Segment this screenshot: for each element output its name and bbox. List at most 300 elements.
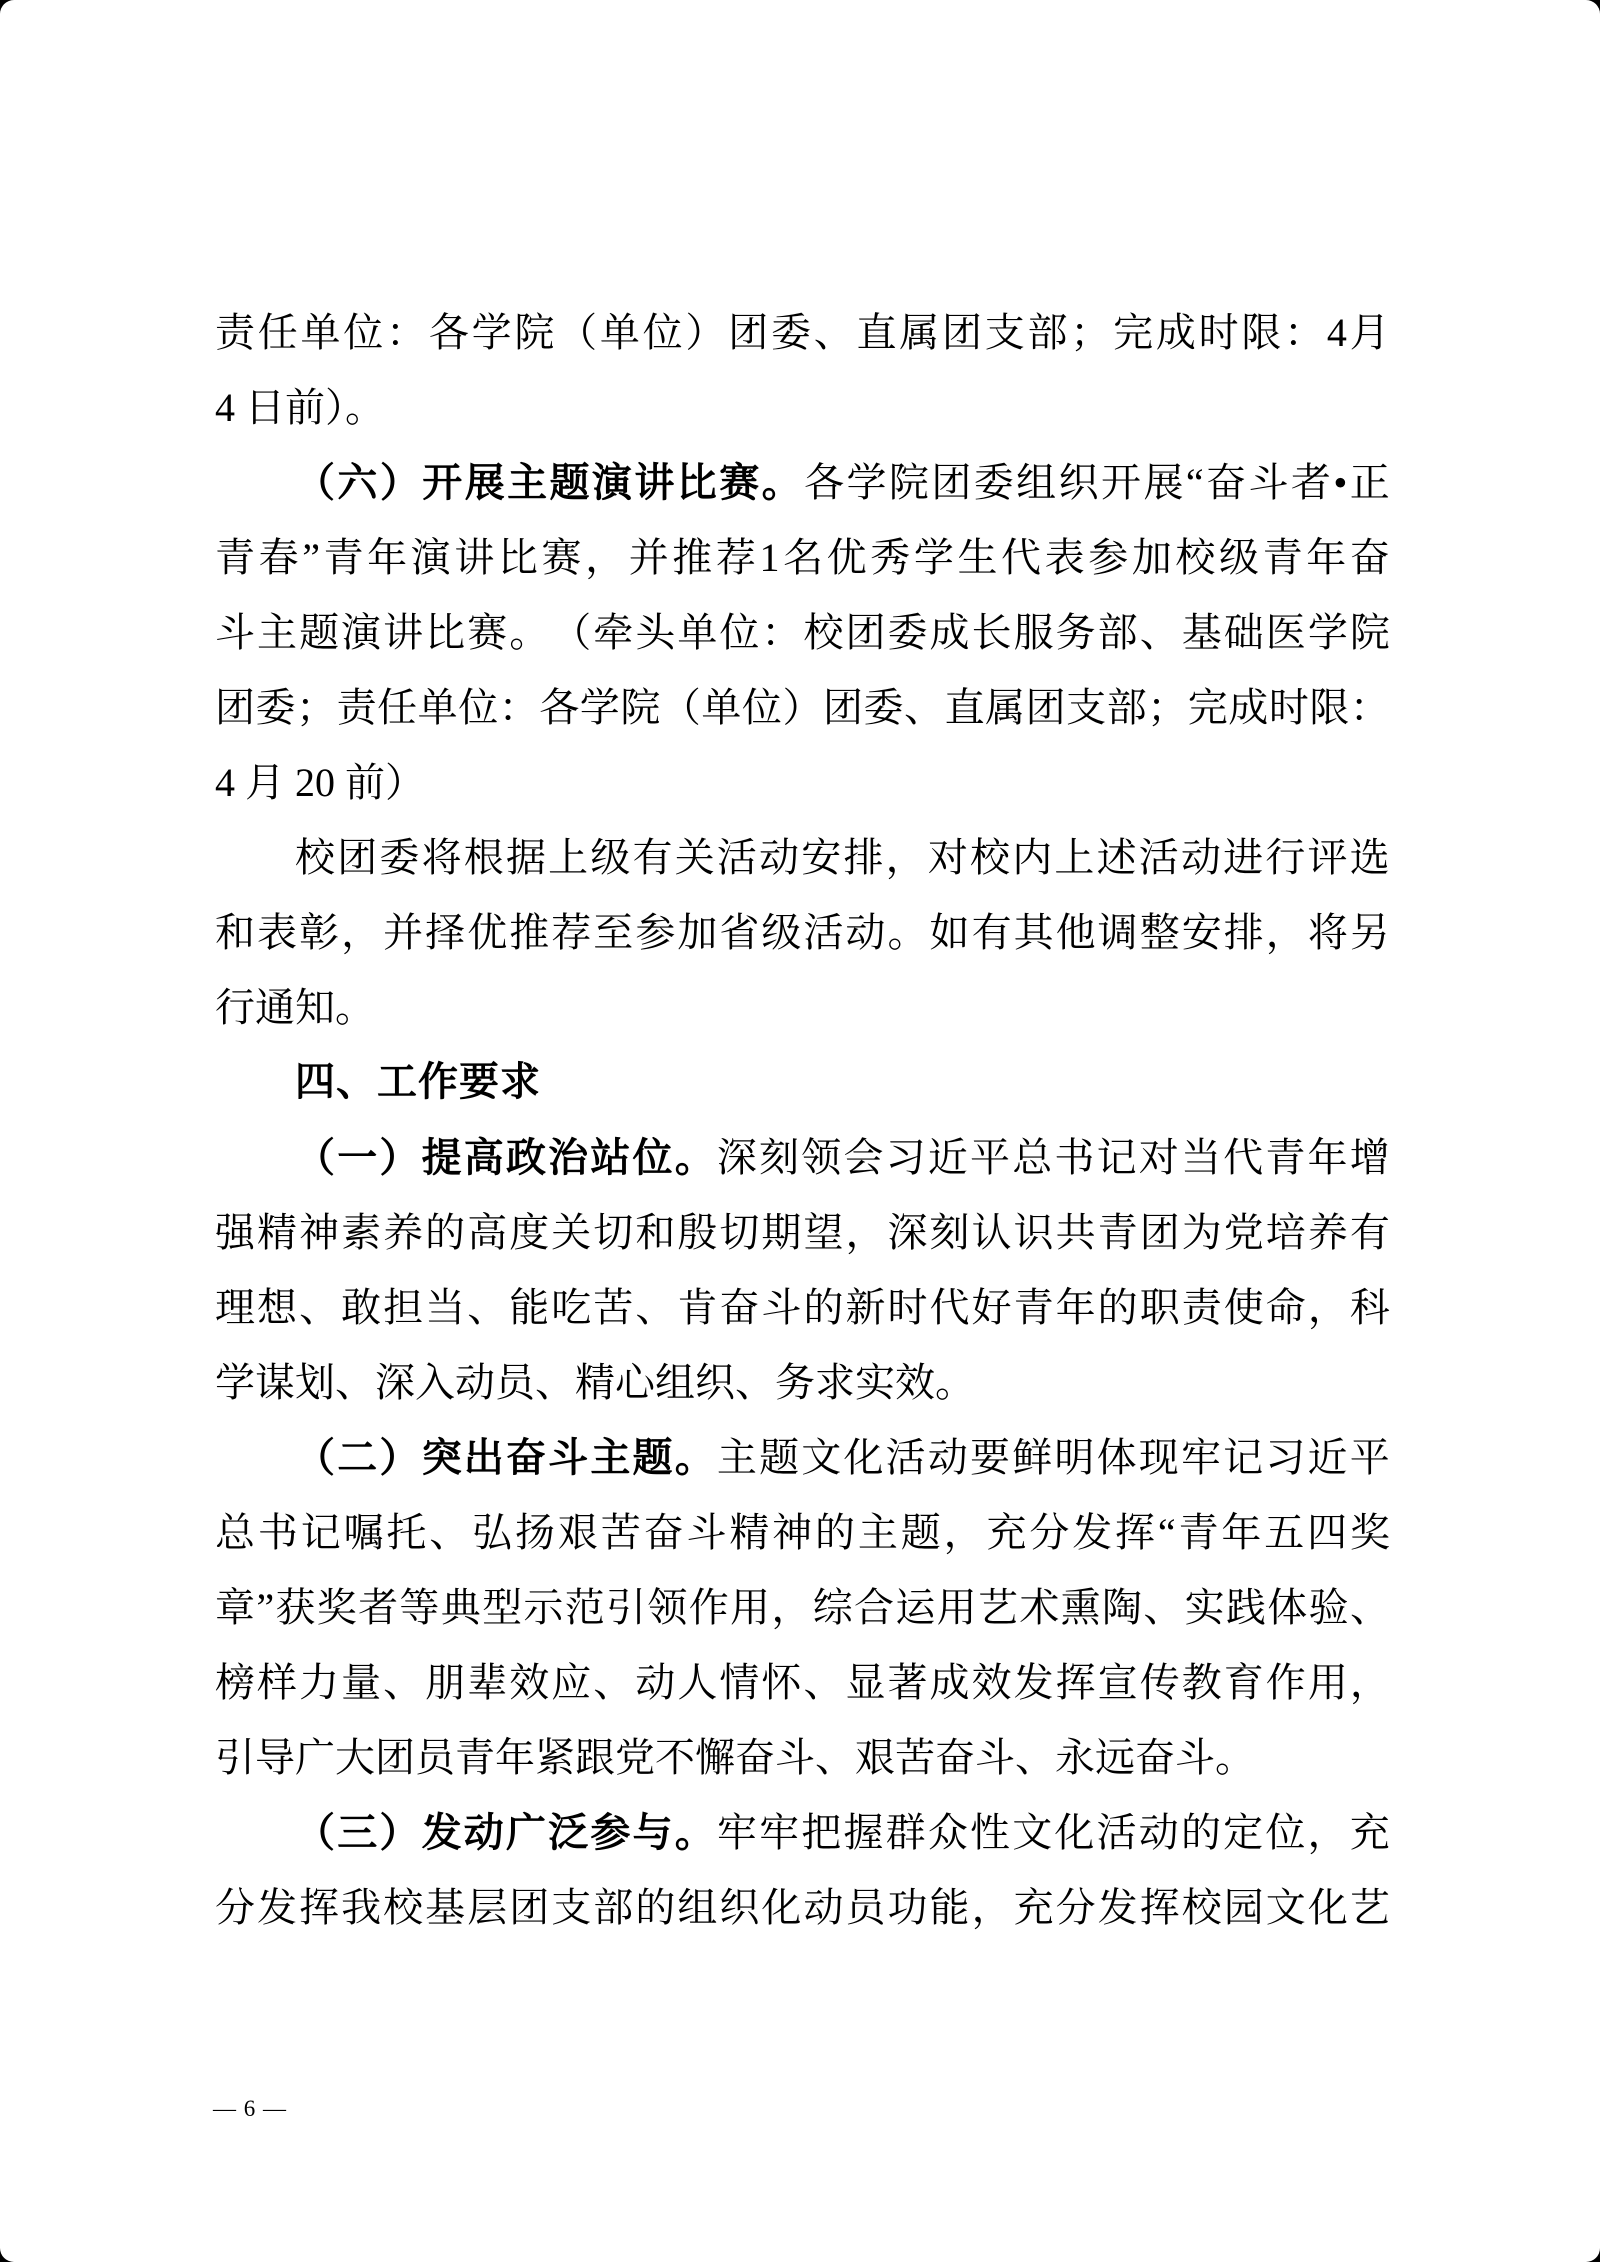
text-run: 情 <box>719 1660 760 1705</box>
text-run: 的 <box>1097 1285 1138 1330</box>
text-run: 发 <box>1013 1660 1054 1705</box>
text-run: 安 <box>801 835 842 880</box>
text-run: 当 <box>1180 1135 1221 1180</box>
text-run: 践 <box>1225 1585 1266 1630</box>
text-run: 平 <box>970 1135 1010 1180</box>
text-run: 、 <box>803 1660 844 1705</box>
text-run: 比 <box>676 460 717 505</box>
text-run: 各 <box>539 685 580 730</box>
text-run: 将 <box>421 835 462 880</box>
text-run: 发 <box>421 1810 462 1855</box>
text-run: 发 <box>1097 1885 1138 1930</box>
text-run: 熏 <box>1060 1585 1101 1630</box>
text-run: 根 <box>463 835 504 880</box>
text-run: 各 <box>428 310 469 355</box>
text-run: 团 <box>509 1885 550 1930</box>
text-run: 主 <box>507 460 548 505</box>
text-run: 青 <box>1013 1285 1054 1330</box>
text-run: 1 <box>759 535 780 580</box>
text-run: 型 <box>482 1585 523 1630</box>
text-run: 委 <box>770 310 811 355</box>
text-run: 用 <box>1307 1660 1348 1705</box>
text-run: 现 <box>1138 1435 1179 1480</box>
text-run: 习 <box>885 1135 926 1180</box>
text-run: 择 <box>425 910 466 955</box>
text-run: “ <box>1157 1510 1176 1555</box>
text-run: 动 <box>927 1435 968 1480</box>
text-run: 精 <box>257 1210 298 1255</box>
text-run: 时 <box>1198 310 1239 355</box>
text-run: 陶 <box>1101 1585 1142 1630</box>
text-run: 表 <box>1044 535 1085 580</box>
text-run: 会 <box>843 1135 884 1180</box>
text-run: 充 <box>986 1510 1027 1555</box>
text-run: （ <box>551 610 592 655</box>
text-run: 、 <box>467 1285 508 1330</box>
text-run: 安 <box>1181 910 1222 955</box>
text-run: 综 <box>812 1585 853 1630</box>
text-run: 培 <box>1265 1210 1306 1255</box>
text-run: 挥 <box>1055 1660 1096 1705</box>
text-run: 并 <box>628 535 669 580</box>
text-run: ， <box>971 1885 1012 1930</box>
text-run: 委 <box>887 610 928 655</box>
text-run: 层 <box>467 1885 508 1930</box>
text-run: 刻 <box>759 1135 800 1180</box>
text-run: 主 <box>590 1435 631 1480</box>
text-run: 春 <box>258 535 299 580</box>
text-run: 典 <box>440 1585 481 1630</box>
text-run: 党 <box>1223 1210 1264 1255</box>
text-run: 代 <box>1223 1135 1264 1180</box>
text-run: 活 <box>803 910 844 955</box>
text-run: 选 <box>1349 835 1390 880</box>
text-run: 为 <box>1181 1210 1222 1255</box>
text-run: 院 <box>514 310 555 355</box>
text-run: 限 <box>1241 310 1282 355</box>
text-run: 性 <box>970 1810 1010 1855</box>
text-run: 斗 <box>686 1510 727 1555</box>
text-run: 深 <box>716 1135 757 1180</box>
text-run: 学 <box>1307 610 1348 655</box>
text-run: 定 <box>1223 1810 1264 1855</box>
text-run: 行 <box>1265 835 1306 880</box>
text-run: ” <box>256 1585 275 1630</box>
text-run: 团 <box>337 835 378 880</box>
text-run: 提 <box>421 1135 462 1180</box>
text-run: ， <box>1307 1285 1348 1330</box>
text-run: 委 <box>379 835 420 880</box>
text-run: 度 <box>509 1210 550 1255</box>
text-run: 院 <box>888 460 929 505</box>
text-run: ， <box>845 1210 886 1255</box>
text-run: 近 <box>1307 1435 1348 1480</box>
text-run: 任 <box>377 685 418 730</box>
text-run: 、 <box>299 1285 340 1330</box>
text-run: 奋 <box>1206 460 1247 505</box>
text-run: 责 <box>336 685 377 730</box>
text-run: ： <box>1284 310 1325 355</box>
text-run: 直 <box>944 685 985 730</box>
text-run: 弘 <box>472 1510 513 1555</box>
text-run: 秀 <box>870 535 911 580</box>
text-run: 艺 <box>1349 1885 1390 1930</box>
text-run: 。 <box>674 1135 715 1180</box>
text-run: 青 <box>1265 1135 1306 1180</box>
text-run: 样 <box>257 1660 298 1705</box>
text-run: 支 <box>1066 685 1107 730</box>
text-run: 团 <box>822 685 863 730</box>
text-run: 、 <box>1139 610 1180 655</box>
text-run: 时 <box>887 1285 928 1330</box>
text-run: 团 <box>1139 1210 1180 1255</box>
text-run: 题 <box>299 610 340 655</box>
text-run: 主 <box>716 1435 757 1480</box>
text-run: 团 <box>931 460 972 505</box>
page-number: — 6 — <box>213 2096 287 2121</box>
text-run: 演 <box>591 460 632 505</box>
text-run: 代 <box>929 1285 970 1330</box>
text-run: 展 <box>1143 460 1184 505</box>
text-run: “ <box>1185 460 1204 505</box>
text-run: 近 <box>927 1135 968 1180</box>
text-run: 基 <box>425 1885 466 1930</box>
text-run: 属 <box>985 685 1026 730</box>
text-run: 各 <box>804 460 845 505</box>
text-run: 织 <box>719 1885 760 1930</box>
text-run: 位 <box>1265 1810 1306 1855</box>
text-run: 青 <box>323 535 364 580</box>
text-run: 推 <box>509 910 550 955</box>
text-run: ， <box>1307 1810 1348 1855</box>
text-run: 主 <box>257 610 298 655</box>
text-line <box>215 595 1390 670</box>
text-run: 委 <box>863 685 904 730</box>
text-run: 新 <box>845 1285 886 1330</box>
text-run: 据 <box>505 835 546 880</box>
text-run: 挥 <box>1139 1885 1180 1930</box>
text-run: 动 <box>1180 835 1221 880</box>
text-run: 力 <box>299 1660 340 1705</box>
text-run: 位 <box>719 610 760 655</box>
text-run: 奋 <box>1349 535 1390 580</box>
text-run: 员 <box>845 1885 886 1930</box>
text-run: （ <box>660 685 701 730</box>
text-run: 校 <box>1175 535 1216 580</box>
text-run: 二 <box>337 1435 378 1480</box>
text-line <box>215 820 1390 895</box>
text-run: （ <box>295 1435 335 1480</box>
text-line <box>215 1870 1390 1945</box>
text-run: 动 <box>1138 1810 1179 1855</box>
text-run: 、 <box>635 1285 676 1330</box>
text-run: 团 <box>215 685 255 730</box>
text-run: 站 <box>590 1135 631 1180</box>
text-run: 排 <box>843 835 884 880</box>
text-run: 。 <box>674 1435 715 1480</box>
text-run: ： <box>761 610 802 655</box>
text-line <box>215 670 1390 745</box>
text-run: 成 <box>929 1660 970 1705</box>
text-run: 单 <box>300 310 341 355</box>
text-run: 化 <box>1054 1810 1095 1855</box>
text-run: 位 <box>642 310 683 355</box>
text-run: 识 <box>1013 1210 1054 1255</box>
text-run: 用 <box>730 1585 771 1630</box>
text-run: 引 <box>606 1585 647 1630</box>
text-run: 牵 <box>593 610 634 655</box>
text-run: 比 <box>425 610 466 655</box>
text-run: 使 <box>1223 1285 1264 1330</box>
text-run: 参 <box>1088 535 1129 580</box>
text-run: 能 <box>509 1285 550 1330</box>
text-run: ） <box>379 460 420 505</box>
text-run: 表 <box>257 910 298 955</box>
text-run: 比 <box>497 535 538 580</box>
text-run: 校 <box>1181 1885 1222 1930</box>
text-run: 如 <box>929 910 970 955</box>
text-run: 共 <box>1055 1210 1096 1255</box>
text-run: 基 <box>1181 610 1222 655</box>
text-run: 学谋划、深入动员、精心组织、务求实效。 <box>215 1360 975 1405</box>
text-run: 、 <box>904 685 945 730</box>
text-run: 总 <box>1012 1135 1053 1180</box>
text-run: 校 <box>383 1885 424 1930</box>
text-run: 牢 <box>716 1810 757 1855</box>
text-run: 斗 <box>1248 460 1289 505</box>
text-run: 宣 <box>1097 1660 1138 1705</box>
text-run: 者 <box>358 1585 399 1630</box>
text-run: 三 <box>337 1810 378 1855</box>
text-line <box>215 1420 1390 1495</box>
text-line <box>215 1720 1390 1795</box>
text-run: 团 <box>728 310 769 355</box>
text-run: 明 <box>1054 1435 1095 1480</box>
text-run: 。 <box>761 460 802 505</box>
text-run: 支 <box>984 310 1025 355</box>
text-run: 习 <box>1265 1435 1306 1480</box>
text-run: 赛 <box>719 460 760 505</box>
text-run: 代 <box>1001 535 1042 580</box>
text-run: 的 <box>815 1510 856 1555</box>
text-run: 优 <box>467 910 508 955</box>
text-run: 术 <box>1019 1585 1060 1630</box>
text-run: 人 <box>677 1660 718 1705</box>
text-run: 限 <box>1309 685 1350 730</box>
text-run: 者 <box>1290 460 1331 505</box>
text-line <box>215 895 1390 970</box>
text-run: 部 <box>1106 685 1147 730</box>
text-run: 完 <box>1113 310 1154 355</box>
text-run: （ <box>295 1135 335 1180</box>
text-run: 养 <box>383 1210 424 1255</box>
text-run: 认 <box>971 1210 1012 1255</box>
text-run: ； <box>1070 310 1111 355</box>
text-run: 关 <box>551 1210 592 1255</box>
text-run: 对 <box>1138 1135 1179 1180</box>
text-line <box>215 370 1390 445</box>
text-run: 挥 <box>299 1885 340 1930</box>
text-run: ： <box>1349 685 1390 730</box>
text-run: 动 <box>845 910 886 955</box>
text-line <box>215 520 1390 595</box>
text-run: 握 <box>843 1810 884 1855</box>
text-run: 书 <box>1054 1135 1095 1180</box>
text-run: ， <box>771 1585 812 1630</box>
text-run: 有 <box>1349 1210 1390 1255</box>
text-run: 书 <box>257 1510 298 1555</box>
text-run: 充 <box>1013 1885 1054 1930</box>
text-run: 述 <box>1096 835 1137 880</box>
text-run: 四 <box>1307 1510 1348 1555</box>
text-run: 学 <box>913 535 954 580</box>
text-run: 单 <box>701 685 742 730</box>
text-run: ） <box>379 1435 420 1480</box>
text-run: 一 <box>337 1135 378 1180</box>
text-run: ， <box>341 910 382 955</box>
text-run: 切 <box>719 1210 760 1255</box>
text-run: 、 <box>1349 1585 1390 1630</box>
text-run: 奋 <box>643 1510 684 1555</box>
text-run: 行通知。 <box>215 985 375 1030</box>
text-line <box>215 1345 1390 1420</box>
text-run: 动 <box>759 835 800 880</box>
text-run: 想 <box>257 1285 298 1330</box>
text-run: ， <box>585 535 626 580</box>
text-run: 将 <box>1307 910 1348 955</box>
text-run: 、 <box>429 1510 470 1555</box>
text-run: 题 <box>632 1435 673 1480</box>
text-line <box>215 1795 1390 1870</box>
text-run: 斗 <box>761 1285 802 1330</box>
text-run: 的 <box>803 1285 844 1330</box>
text-run: 题 <box>549 460 590 505</box>
text-run: 群 <box>885 1810 926 1855</box>
text-run: 引导广大团员青年紧跟党不懈奋斗、艰苦奋斗、永远奋斗。 <box>215 1735 1255 1780</box>
text-run: 量 <box>341 1660 382 1705</box>
text-run: 文 <box>1265 1885 1306 1930</box>
text-line <box>215 1645 1390 1720</box>
text-run: 养 <box>1307 1210 1348 1255</box>
text-run: 发 <box>257 1885 298 1930</box>
text-run: 时 <box>1268 685 1309 730</box>
text-run: ） <box>685 310 726 355</box>
text-line <box>215 745 1390 820</box>
text-run: 牢 <box>759 1810 800 1855</box>
text-run: 神 <box>772 1510 813 1555</box>
text-run: 校 <box>803 610 844 655</box>
text-run: 四、工作要求 <box>295 1060 541 1104</box>
text-run: 合 <box>854 1585 895 1630</box>
text-run: 好 <box>971 1285 1012 1330</box>
text-run: 动 <box>463 1810 504 1855</box>
text-run: 团 <box>942 310 983 355</box>
text-run: 充 <box>1349 1810 1390 1855</box>
text-run: 责 <box>215 310 255 355</box>
text-run: 调 <box>1097 910 1138 955</box>
text-run: （ <box>557 310 598 355</box>
text-run: 委 <box>973 460 1014 505</box>
text-run: 生 <box>957 535 998 580</box>
text-run: 记 <box>1096 1135 1137 1180</box>
text-run: 神 <box>299 1210 340 1255</box>
text-run: 高 <box>467 1210 508 1255</box>
text-run: 并 <box>383 910 424 955</box>
text-run: 体 <box>1096 1435 1137 1480</box>
text-run: 整 <box>1139 910 1180 955</box>
text-run: 功 <box>887 1885 928 1930</box>
text-run: 、 <box>813 310 854 355</box>
text-run: 任 <box>257 310 298 355</box>
text-run: 主 <box>857 1510 898 1555</box>
text-run: 运 <box>895 1585 936 1630</box>
text-run: 成 <box>929 610 970 655</box>
text-run: 和 <box>635 1210 676 1255</box>
text-run: 职 <box>1139 1285 1180 1330</box>
text-run: 赛 <box>541 535 582 580</box>
text-run: 年 <box>1307 1135 1348 1180</box>
text-run: 奋 <box>505 1435 546 1480</box>
text-run: 进 <box>1223 835 1264 880</box>
text-run: 有 <box>971 910 1012 955</box>
text-run: 开 <box>422 460 463 505</box>
text-run: 团 <box>845 610 886 655</box>
text-run: 年 <box>1306 535 1347 580</box>
text-run: 扬 <box>515 1510 556 1555</box>
text-run: 成 <box>1228 685 1269 730</box>
text-run: 化 <box>761 1885 802 1930</box>
text-run: 开 <box>1101 460 1142 505</box>
text-run: 上 <box>548 835 589 880</box>
text-run: 苦 <box>600 1510 641 1555</box>
text-line <box>215 1120 1390 1195</box>
text-run: 活 <box>716 835 757 880</box>
text-run: 动 <box>803 1885 844 1930</box>
text-run: 级 <box>590 835 631 880</box>
text-run: 殷 <box>677 1210 718 1255</box>
text-run: 单 <box>417 685 458 730</box>
text-run: 作 <box>688 1585 729 1630</box>
text-run: 评 <box>1307 835 1348 880</box>
text-run: 完 <box>1187 685 1228 730</box>
text-run: 实 <box>1184 1585 1225 1630</box>
text-run: 校 <box>970 835 1010 880</box>
text-run: 著 <box>887 1660 928 1705</box>
text-run: 榜 <box>215 1660 255 1705</box>
text-run: 另 <box>1349 910 1390 955</box>
text-run: 章 <box>215 1585 255 1630</box>
text-run: 。 <box>674 1810 715 1855</box>
text-run: 要 <box>970 1435 1010 1480</box>
text-run: 正 <box>1349 460 1390 505</box>
text-run: ） <box>782 685 823 730</box>
text-run: 传 <box>1139 1660 1180 1705</box>
text-run: 的 <box>425 1210 466 1255</box>
text-run: 应 <box>551 1660 592 1705</box>
text-run: 与 <box>632 1810 673 1855</box>
text-run: （ <box>295 1810 335 1855</box>
text-run: 4 <box>1326 310 1347 355</box>
text-run: 其 <box>1013 910 1054 955</box>
text-run: 推 <box>672 535 713 580</box>
text-run: 平 <box>1349 1435 1390 1480</box>
text-run: 础 <box>1223 610 1264 655</box>
text-run: 精 <box>729 1510 770 1555</box>
text-run: 青 <box>215 535 255 580</box>
text-run: 等 <box>399 1585 440 1630</box>
text-run: 记 <box>1223 1435 1264 1480</box>
text-run: 能 <box>929 1885 970 1930</box>
